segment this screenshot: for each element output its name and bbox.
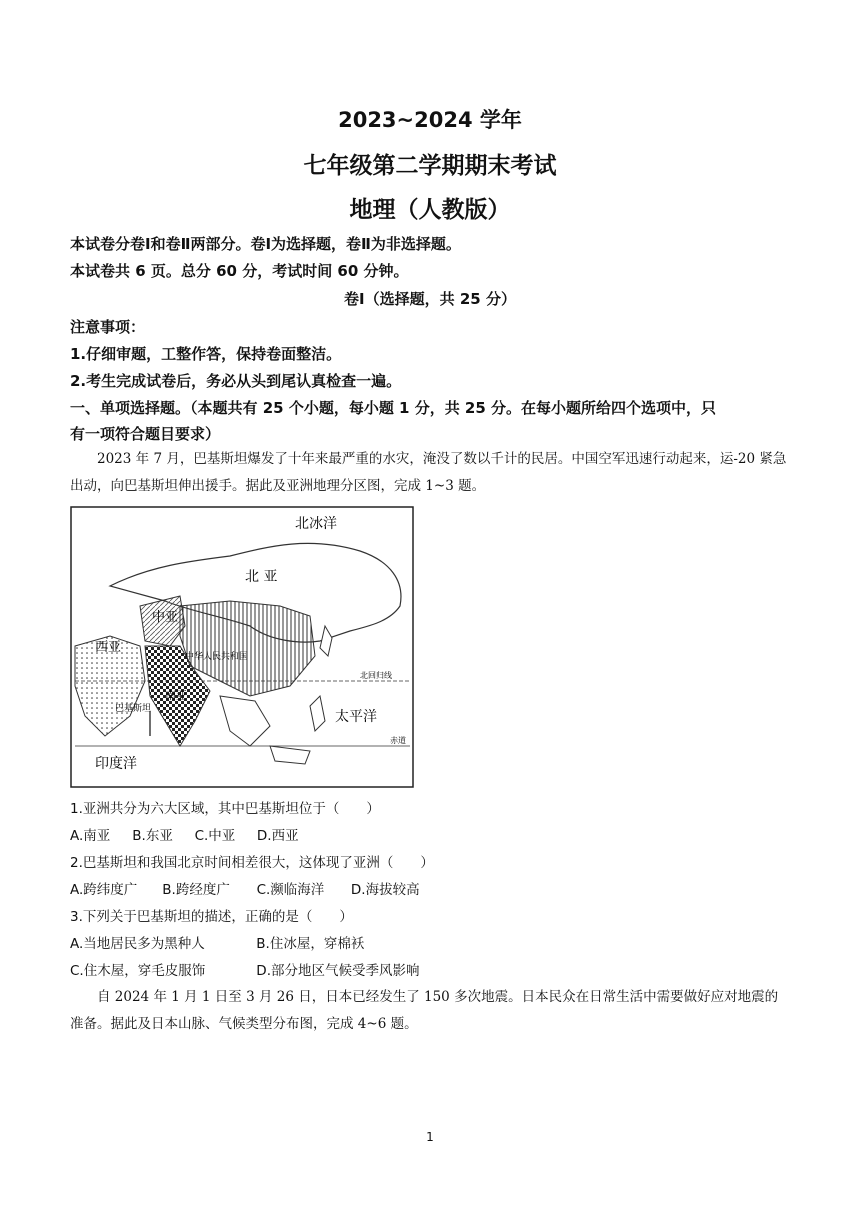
label-tropic: 北回归线 [360,671,392,680]
asia-region-map [70,506,414,788]
label-equator: 赤道 [390,736,406,745]
option-2b[interactable]: B.跨经度广 [162,882,230,898]
label-pakistan: 巴基斯坦 [115,704,152,714]
question-2-stem: 2.巴基斯坦和我国北京时间相差很大，这体现了亚洲（ ） [70,855,434,871]
option-3b[interactable]: B.住冰屋，穿棉袄 [256,936,365,952]
subject-title: 地理（人教版） [349,197,511,223]
option-1a[interactable]: A.南亚 [70,828,111,844]
question-3-options-row-2 [70,959,419,979]
part-title-line-1: 一、单项选择题。（本题共有 25 个小题，每小题 1 分，共 25 分。在每小题所给四个选项中，只 [70,399,717,417]
question-3-stem: 3.下列关于巴基斯坦的描述，正确的是（ ） [70,909,353,925]
intro-line-2: 本试卷共 6 页。总分 60 分，考试时间 60 分钟。 [70,262,409,280]
school-year-title: 2023~2024 学年 [338,108,522,132]
option-1c[interactable]: C.中亚 [194,828,236,844]
label-central-asia: 中亚 [152,610,179,625]
notice-1: 1.仔细审题，工整作答，保持卷面整洁。 [70,345,342,363]
passage-2: 自 2024 年 1 月 1 日至 3 月 26 日，日本已经发生了 150 多次地震。日本民众在日常生活中需要做好应对地震的准备。据此及日本山脉、气候类型分布图，完成 4~6 题。 [70,989,779,1032]
question-1-stem: 1.亚洲共分为六大区域，其中巴基斯坦位于（ ） [70,801,380,817]
page-number: 1 [426,1130,434,1144]
option-2c[interactable]: C.濒临海洋 [256,882,325,898]
label-west-asia: 西亚 [95,640,122,655]
label-pacific-ocean: 太平洋 [335,709,377,725]
intro-line-1: 本试卷分卷Ⅰ和卷Ⅱ两部分。卷Ⅰ为选择题，卷Ⅱ为非选择题。 [70,235,461,253]
option-1d[interactable]: D.西亚 [256,828,299,844]
label-china: 中华人民共和国 [185,652,249,662]
option-3a[interactable]: A.当地居民多为黑种人 [70,936,205,952]
label-indian-ocean: 印度洋 [95,756,137,772]
question-2-options [70,878,420,898]
option-2a[interactable]: A.跨纬度广 [70,882,138,898]
notice-2: 2.考生完成试卷后，务必从头到尾认真检查一遍。 [70,372,402,390]
exam-title: 七年级第二学期期末考试 [303,153,557,179]
passage-1: 2023 年 7 月，巴基斯坦爆发了十年来最严重的水灾，淹没了数以千计的民居。中国空军迅速行动起来，运-20 紧急出动，向巴基斯坦伸出援手。据此及亚洲地理分区图，完成 1~3 题。 [70,451,787,494]
label-north-asia: 北 亚 [245,569,278,585]
option-3d[interactable]: D.部分地区气候受季风影响 [256,963,420,979]
label-arctic-ocean: 北冰洋 [295,516,337,532]
option-1b[interactable]: B.东亚 [132,828,173,844]
label-south-asia: 南亚 [165,689,187,702]
question-1-options [70,824,299,844]
notice-title: 注意事项： [70,318,146,336]
option-2d[interactable]: D.海拔较高 [350,882,420,898]
part-title-line-2: 有一项符合题目要求） [70,425,221,443]
option-3c[interactable]: C.住木屋，穿毛皮服饰 [70,963,206,979]
section-title: 卷Ⅰ（选择题，共 25 分） [344,290,516,308]
question-3-options-row-1 [70,932,364,952]
